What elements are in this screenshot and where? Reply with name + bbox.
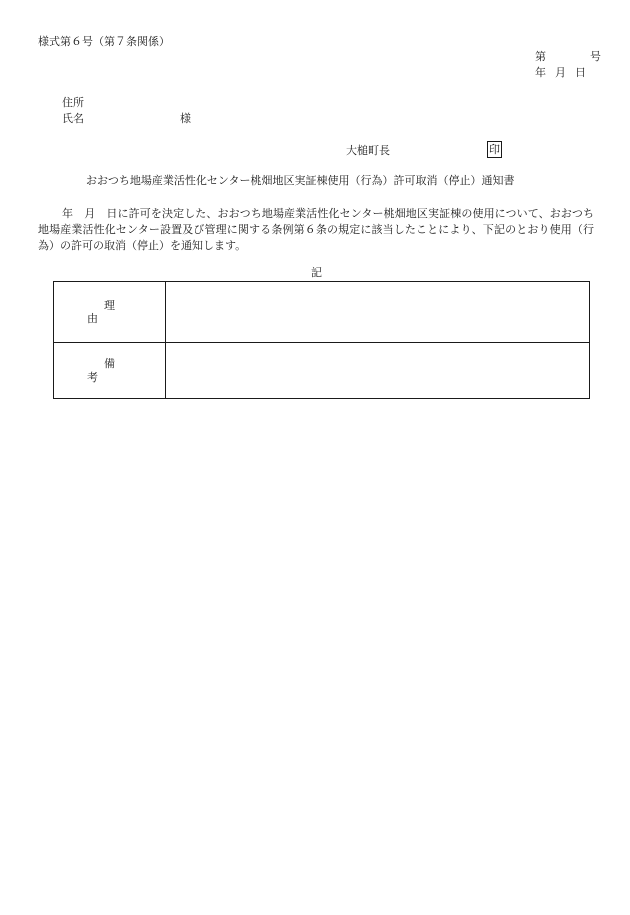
seal-mark: 印 [487,141,502,158]
reason-label: 理由 [54,282,166,343]
document-title: おおつち地場産業活性化センター桃畑地区実証棟使用（行為）許可取消（停止）通知書 [86,174,515,187]
issuer-title: 大槌町長 [346,144,390,157]
date-line [535,66,586,79]
honorific: 様 [180,112,191,125]
remarks-value [166,343,590,399]
date-year: 年 [535,66,546,79]
remarks-label: 備考 [54,343,166,399]
address-label: 住所 [62,96,84,109]
table-row [54,282,590,343]
document-number-line [535,50,601,63]
number-suffix: 号 [590,50,601,63]
date-day: 日 [575,66,586,79]
table-row [54,343,590,399]
number-prefix: 第 [535,50,546,63]
ki-label: 記 [311,266,322,279]
name-label: 氏名 [62,112,84,125]
form-number-label: 様式第６号（第７条関係） [38,35,170,48]
reason-value [166,282,590,343]
date-month: 月 [555,66,566,79]
body-paragraph: 年 月 日に許可を決定した、おおつち地場産業活性化センター桃畑地区実証棟の使用について、おおつち地場産業活性化センター設置及び管理に関する条例第６条の規定に該当したことにより、下記のとおり使用（行為）の許可の取消（停止）を通知します。 [38,207,594,252]
info-table [53,281,590,399]
